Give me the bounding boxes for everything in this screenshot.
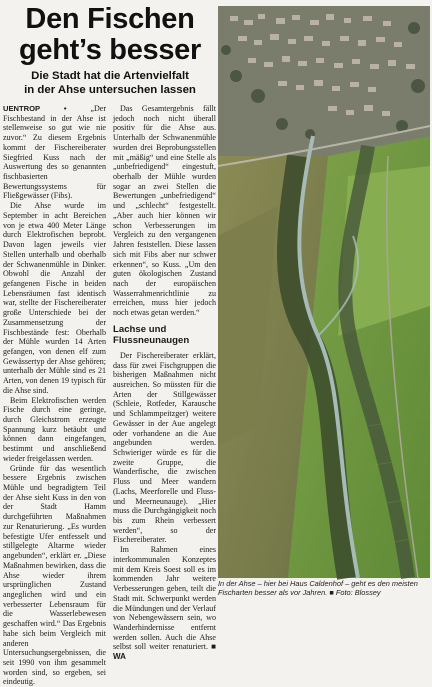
paragraph: Gründe für das wesentlich bessere Ergebnis zwischen Mühle und begradigtem Teil der Ahse sieht Kuss in den von der Stadt Hamm durchgeführten Maßnahmen zur Renaturierung. „Es wurden befestigte Ufer entfesselt und stillgelegte Altarme wieder angebunden“, erklärt er. „Diese Maßnahmen bewirken, dass die Ahse wieder ihrem ursprünglichen Zustand angeglichen wird und ein verbesserter Lebensraum für die Wasserlebewesen geschaffen wird.“ Das Ergebnis habe sich beim Vergleich mit anderen Untersuchungsergebnissen, die seit 1990 von ihm gesammelt worden sind, so ergeben, sei eindeutig. bbox=[3, 463, 106, 687]
paragraph: Die Ahse wurde im September in acht Bereichen von je etwa 400 Meter Länge durch Elektrofischen beprobt. Davon lagen jeweils vier Stellen unterhalb und oberhalb der Schwanenmühle in Dinker. Obwohl die Anzahl der gefangenen Fische in beiden Lebensräumen fast identisch war, stellte der Fischereiberater große Unterschiede bei der Zusammensetzung der Fischbestände fest: Oberhalb der Mühle wurden 14 Arten gefangen, von denen elf zum Gewässertyp der Ahse gehören; unterhalb der Mühle sind es 21 Arten, von denen 19 typisch für die Ahse sind. bbox=[3, 201, 106, 395]
paragraph: Das Gesamtergebnis fällt jedoch noch nicht überall positiv für die Ahse aus. Unterhalb der Schwanenmühle wurden drei Beprobungsstellen mit „mäßig“ und eine Stelle als „unbefriedigend“ eingestuft, oberhalb der Mühle wurden sogar an zwei Stellen die Bewertungen „unbefriedigend“ und „schlecht“ festgestellt. „Aber auch hier können wir schon Verbesserungen im Vergleich zu den vergangenen Jahren feststellen. Diese lassen sich mit Fibs aber nur schwer erkennen“, so Kuss. „Um den guten ökologischen Zustand nach der europäischen Wasserrahmenrichtlinie zu erreichen, muss hier jedoch noch etwas getan werden.“ bbox=[113, 104, 216, 318]
photo-caption: In der Ahse – hier bei Haus Caldenhof – geht es den meisten Fischarten besser als vor Jahren. ■ Foto: Blossey bbox=[218, 579, 418, 597]
headline-line-1: Den Fischen bbox=[25, 3, 195, 35]
article-column-1 bbox=[3, 104, 107, 687]
headline-line-2: geht’s besser bbox=[19, 34, 201, 66]
paragraph bbox=[113, 545, 216, 662]
section-heading bbox=[113, 324, 216, 347]
subheadline-line-2: in der Ahse untersuchen lassen bbox=[24, 83, 196, 96]
section-heading-line-2: Flussneunaugen bbox=[113, 335, 190, 347]
subheadline bbox=[4, 70, 216, 97]
paragraph-text: Im Rahmen eines interkommunalen Konzeptes mit dem Kreis Soest soll es im kommenden Jahr weitere Verbesserungen geben, teilt die Stadt mit. Schwerpunkt werden die Mündungen und der Verlauf von Nebengewässern sein, wo Wanderhindernisse entfernt werden sollen. Auch die Ahse selbst soll weiter renaturiert. bbox=[113, 545, 216, 652]
paragraph: Der Fischereiberater erklärt, dass für zwei Fischgruppen die bisherigen Maßnahmen nicht ausreichen. So müssten für die Arten der Stillgewässer (Schleie, Rotfeder, Karausche und Schlammpeitzger) weitere Gewässer in der Aue angelegt oder vorhandene an die Aue angebunden werden. Schwieriger würde es für die zweite Gruppe, die Wanderfische, die zwischen Fluss und Meer wandern (Lachs, Meerforelle und Fluss- und Meerneunauge). „Hier muss die Durchgängigkeit noch bis zum Rhein verbessert werden“, so der Fischereiberater. bbox=[113, 350, 216, 545]
section-heading-line-1: Lachse und bbox=[113, 323, 167, 335]
subheadline-line-1: Die Stadt hat die Artenvielfalt bbox=[31, 70, 189, 82]
dateline-bullet: • bbox=[63, 104, 67, 113]
paragraph bbox=[3, 104, 106, 201]
article-column-2 bbox=[113, 104, 216, 662]
aerial-photo-illustration bbox=[218, 6, 430, 578]
end-mark: ■ WA bbox=[113, 642, 216, 662]
paragraph-text: „Der Fischbestand in der Ahse ist stellenweise so gut wie nie zuvor.“ Zu diesem Ergebnis kommt der Fischereiberater Siegfried Kuss nach der Auswertung des so genannten fischbasierten Bewertungssystems für Fließgewässer (Fibs). bbox=[3, 104, 107, 201]
paragraph: Beim Elektrofischen werden Fische durch eine geringe, durch Gleichstrom erzeugte Spannung kurz betäubt und können dann eingefangen, bestimmt und anschließend wieder freigelassen werden. bbox=[3, 395, 106, 463]
headline bbox=[4, 4, 216, 66]
dateline: UENTROP bbox=[3, 104, 41, 113]
aerial-photo bbox=[218, 6, 430, 578]
